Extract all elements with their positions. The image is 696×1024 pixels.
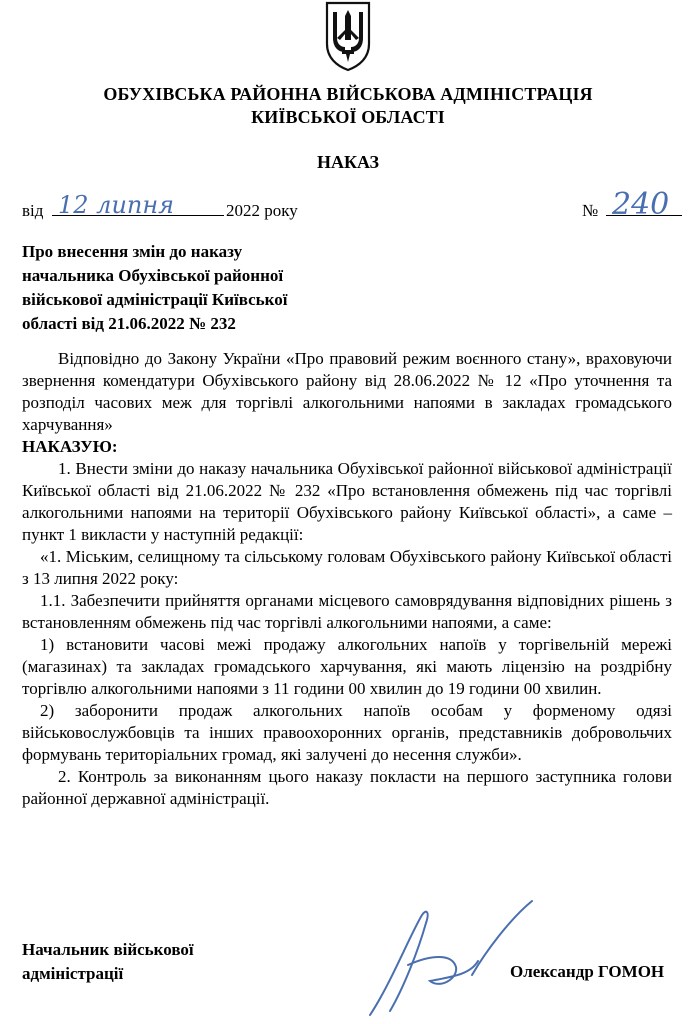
document-body	[22, 348, 672, 810]
date-year: 2022 року	[226, 201, 298, 220]
paragraph-item-1: 1. Внести зміни до наказу начальника Обухівської районної військової адміністрації Київської області від 21.06.2022 № 232 «Про встановлення обмежень під час торгівлі алкогольними напоями на території Обухівського району Київської області», а саме – пункт 1 викласти у наступній редакції:	[22, 459, 672, 544]
handwritten-date: 12 липня	[58, 191, 175, 219]
signatory-position	[22, 938, 272, 986]
date-prefix: від	[22, 201, 44, 220]
organization-name-line2: КИЇВСЬКОЇ ОБЛАСТІ	[251, 107, 445, 127]
number-underline	[606, 215, 682, 216]
order-heading: НАКАЗУЮ:	[22, 437, 118, 456]
paragraph-item-2: 2. Контроль за виконанням цього наказу покласти на першого заступника голови районної державної адміністрації.	[22, 767, 672, 808]
date-underline	[52, 215, 224, 216]
position-line-1: Начальник військової	[22, 940, 194, 959]
document-subject: Про внесення змін до наказу начальника Обухівської районної військової адміністрації Київської області від 21.06.2022 № 232	[22, 242, 288, 333]
handwritten-signature	[360, 895, 540, 1020]
date-line	[22, 187, 682, 225]
document-type-title: НАКАЗ	[316, 152, 380, 172]
organization-name-line1: ОБУХІВСЬКА РАЙОННА ВІЙСЬКОВА АДМІНІСТРАЦІЯ	[103, 84, 593, 104]
paragraph-quote-1: «1. Міським, селищному та сільському головам Обухівського району Київської області з 13 липня 2022 року:	[22, 547, 672, 588]
signatory-name: Олександр ГОМОН	[510, 962, 665, 981]
paragraph-item-1-1: 1.1. Забезпечити прийняття органами місцевого самоврядування відповідних рішень з встановленням обмежень під час торгівлі алкогольними напоями, а саме:	[22, 591, 672, 632]
number-label: №	[582, 201, 599, 220]
position-line-2: адміністрації	[22, 964, 124, 983]
coat-of-arms-icon	[323, 0, 373, 72]
paragraph-subitem-2: 2) заборонити продаж алкогольних напоїв особам у форменому одязі військовослужбовців та інших правоохоронних органів, представників добровольчих формувань територіальних громад, які залучені до несення служби».	[22, 701, 672, 764]
paragraph-subitem-1: 1) встановити часові межі продажу алкогольних напоїв у торгівельній мережі (магазинах) та закладах громадського харчування, які мають ліцензію на роздрібну торгівлю алкогольними напоями з 11 години 00 хвилин до 19 години 00 хвилин.	[22, 635, 672, 698]
handwritten-number: 240	[612, 187, 670, 222]
paragraph-preamble: Відповідно до Закону України «Про правовий режим воєнного стану», враховуючи звернення комендатури Обухівського району від 28.06.2022 № 12 «Про уточнення та розподіл часових меж для торгівлі алкогольними напоями в закладах громадського харчування»	[22, 349, 672, 434]
